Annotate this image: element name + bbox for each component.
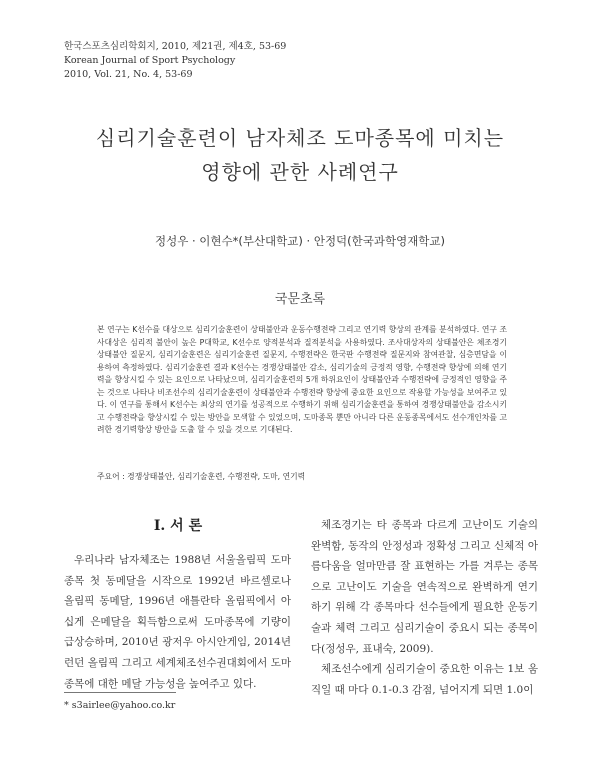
body-paragraph-1: 체조경기는 타 종목과 다르게 고난이도 기술의 완벽함, 동작의 안정성과 정확성 그리고 신체적 아름다움을 얼마만큼 잘 표현하는 가를 겨루는 종목으로 고난이도 기술을 연속적으로 완벽하게 연기하기 위해 각 종목마다 선수들에게 필요한 운동기술과 체력 그리고 심리기술이 중요시 되는 종목이다(정성우, 표내숙, 2009). [311, 519, 538, 655]
abstract [97, 324, 507, 437]
journal-citation-korean: 한국스포츠심리학회지, 2010, 제21권, 제4호, 53-69 [64, 41, 287, 52]
section-heading: I. 서 론 [153, 518, 203, 534]
journal-name-english: Korean Journal of Sport Psychology [64, 55, 236, 66]
right-column [311, 515, 538, 700]
footnote-email: * s3airlee@yahoo.co.kr [64, 700, 176, 711]
paper-title-line2: 영향에 관한 사례연구 [201, 160, 399, 184]
paper-title [40, 121, 560, 189]
author-list: 정성우 · 이현수*(부산대학교) · 안정덕(한국과학영재학교) [154, 234, 446, 248]
keywords: 주요어 : 경쟁상태불안, 심리기술훈련, 수행전략, 도마, 연기력 [97, 472, 306, 481]
journal-citation-english: 2010, Vol. 21, No. 4, 53-69 [64, 69, 193, 80]
body-paragraph-2: 체조선수에게 심리기술이 중요한 이유는 1보 움직일 때 마다 0.1-0.3 감점, 넘어지게 되면 1.0이 [311, 663, 538, 696]
abstract-body: 본 연구는 K선수를 대상으로 심리기술훈련이 상태불안과 운동수행전략 그리고 연기력 향상의 관계를 분석하였다. 연구 조사대상은 심리적 불안이 높은 P대학교, K선수로 양적분석과 질적분석을 사용하였다. 조사대상자의 상태불안은 체조경기 상태불안 질문지, 심리기술훈련은 심리기술훈련 질문지, 수행전략은 한국판 수행전략 질문지와 참여관찰, 심층면담을 이용하여 측정하였다. 심리기술훈련 결과 K선수는 경쟁상태불안 감소, 심리기술의 긍정적 영향, 수행전략 향상에 의해 연기력을 향상시킬 수 있는 요인으로 나타났으며, 심리기술훈련의 5개 하위요인이 상태불안과 수행전략에 긍정적인 영향을 주는 것으로 나타나 비조선수의 심리기술훈련이 상태불안과 수행전략 향상에 중요한 요인으로 작용할 가능성을 보여주고 있다. 이 연구를 통해서 K선수는 최상의 연기를 성공적으로 수행하기 위해 심리기술훈련을 통하여 경쟁상태불안을 감소시키고 수행전략을 향상시킬 수 있는 방안을 모색할 수 있었으며, 도마종목 뿐만 아니라 다른 운동종목에서도 선수개인차를 고려한 경기력향상 방안을 도출 할 수 있을 것으로 기대된다. [97, 325, 507, 434]
abstract-heading: 국문초록 [274, 292, 326, 307]
footnote-divider [64, 692, 176, 693]
paper-title-line1: 심리기술훈련이 남자체조 도마종목에 미치는 [95, 126, 505, 150]
left-column [64, 550, 291, 694]
intro-paragraph: 우리나라 남자체조는 1988년 서울올림픽 도마종목 첫 동메달을 시작으로 1992년 바르셀로나 올림픽 동메달, 1996년 애틀란타 올림픽에서 아십게 은메달을 획득함으로써 도마종목에 기량이 급상승하며, 2010년 광저우 아시안게임, 2014년 런던 올림픽 그리고 세계체조선수권대회에서 도마종목에 대한 메달 가능성을 높여주고 있다. [64, 554, 291, 690]
journal-header [64, 40, 286, 82]
